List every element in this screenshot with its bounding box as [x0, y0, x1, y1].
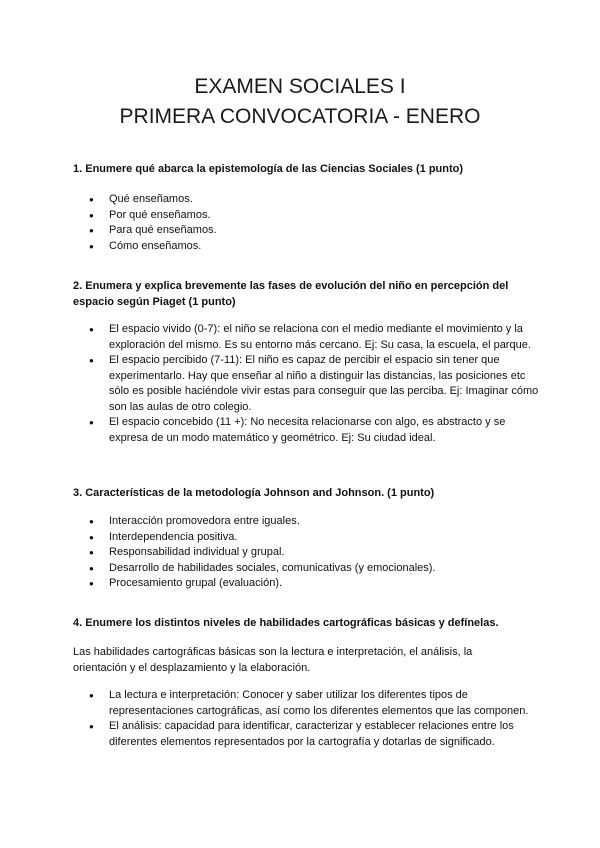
document-title-line-1: EXAMEN SOCIALES I [194, 75, 406, 98]
list-item: ● Interdependencia positiva. [73, 530, 543, 546]
list-item: ● Interacción promovedora entre iguales. [73, 514, 543, 530]
question-4-intro: Las habilidades cartográficas básicas son la lectura e interpretación, el análisis, la orientación y el desplazamiento y la elaboración. [73, 646, 473, 674]
document-title-line-2: PRIMERA CONVOCATORIA - ENERO [119, 105, 481, 128]
list-item: ● Responsabilidad individual y grupal. [73, 545, 543, 561]
list-item: ● Por qué enseñamos. [73, 208, 543, 224]
question-4-answer-list [73, 688, 543, 750]
list-item: ● El análisis: capacidad para identificar, caracterizar y establecer relaciones entre los diferentes elementos representados por la cartografía y dotarlas de significado. [73, 719, 543, 750]
list-item: ● La lectura e interpretación: Conocer y saber utilizar los diferentes tipos de representaciones cartográficas, así como los diferentes elementos que las componen. [73, 688, 543, 719]
list-item: ● Desarrollo de habilidades sociales, comunicativas (y emocionales). [73, 561, 543, 577]
question-3-answer-list [73, 514, 543, 592]
list-item: ● Cómo enseñamos. [73, 239, 543, 255]
list-item: ● El espacio percibido (7-11): El niño es capaz de percibir el espacio sin tener que experimentarlo. Hay que enseñar al niño a distinguir las distancias, las posiciones etc sólo es posible haciéndole vivir estas para conseguir que las perciba. Ej: Imaginar cómo son las aulas de otro colegio. [73, 353, 543, 415]
question-1-answer-list [73, 192, 543, 254]
list-item: ● Procesamiento grupal (evaluación). [73, 576, 543, 592]
question-2-answer-list [73, 322, 543, 446]
question-1-heading: 1. Enumere qué abarca la epistemología de las Ciencias Sociales (1 punto) [73, 163, 464, 175]
list-item: ● El espacio vivido (0-7): el niño se relaciona con el medio mediante el movimiento y la exploración del mismo. Es su entorno más cercano. Ej: Su casa, la escuela, el parque. [73, 322, 543, 353]
list-item: ● Qué enseñamos. [73, 192, 543, 208]
list-item: ● El espacio concebido (11 +): No necesita relacionarse con algo, es abstracto y se expresa de un modo matemático y geométrico. Ej: Su ciudad ideal. [73, 415, 543, 446]
question-4-heading: 4. Enumere los distintos niveles de habilidades cartográficas básicas y defínelas. [73, 617, 499, 629]
question-2-heading: 2. Enumera y explica brevemente las fases de evolución del niño en percepción del espacio según Piaget (1 punto) [73, 280, 509, 308]
question-3-heading: 3. Características de la metodología Johnson and Johnson. (1 punto) [73, 487, 435, 499]
list-item: ● Para qué enseñamos. [73, 223, 543, 239]
